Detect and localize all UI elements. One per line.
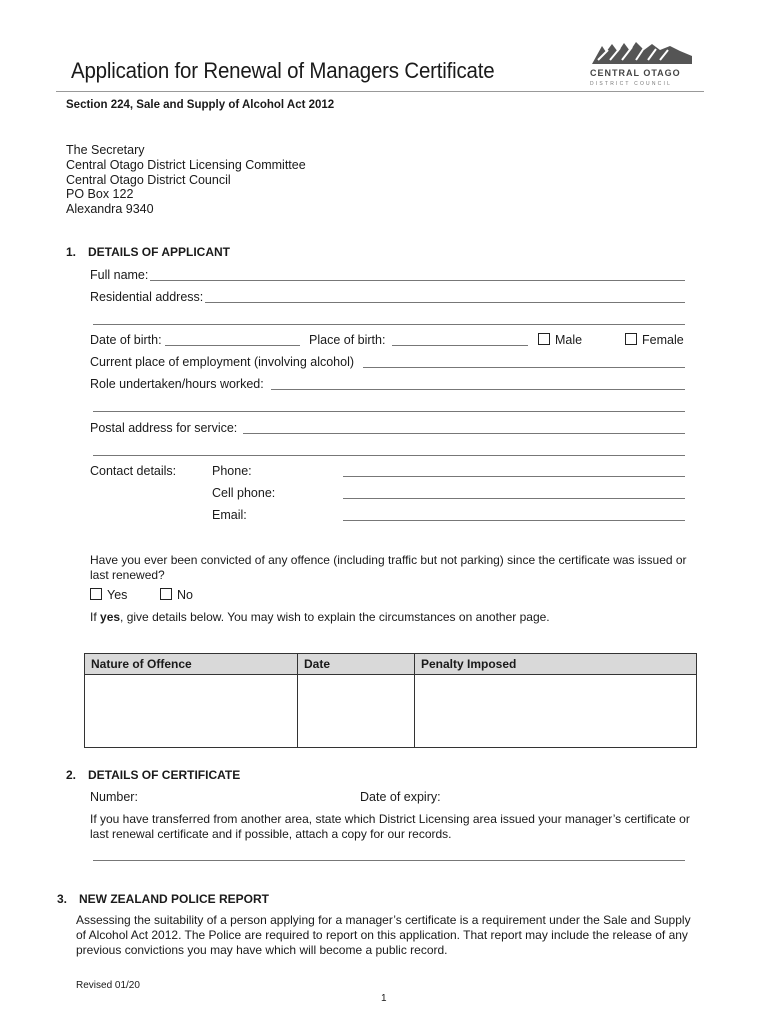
certificate-number-label: Number: bbox=[90, 790, 138, 804]
role-field-2[interactable] bbox=[93, 411, 685, 412]
postal-address-label: Postal address for service: bbox=[90, 421, 238, 435]
residential-address-field[interactable] bbox=[205, 302, 685, 303]
council-logo bbox=[588, 38, 696, 96]
yes-option[interactable] bbox=[90, 588, 127, 602]
penalty-cell[interactable] bbox=[415, 675, 697, 748]
yes-checkbox[interactable] bbox=[90, 588, 102, 600]
section-reference: Section 224, Sale and Supply of Alcohol Act 2012 bbox=[66, 99, 335, 111]
female-option[interactable] bbox=[625, 333, 684, 347]
recipient-address bbox=[66, 143, 306, 217]
full-name-field[interactable] bbox=[150, 280, 685, 281]
transfer-field[interactable] bbox=[93, 860, 685, 861]
address-line: PO Box 122 bbox=[66, 187, 134, 202]
conviction-question: Have you ever been convicted of any offence (including traffic but not parking) since the certificate was issued or last renewed? bbox=[90, 553, 687, 582]
if-yes-suffix: , give details below. You may wish to explain the circumstances on another page. bbox=[120, 610, 550, 624]
offence-header: Nature of Offence bbox=[85, 654, 298, 675]
transfer-instruction: If you have transferred from another area, state which District Licensing area issued your manager’s certificate or last renewal certificate and if possible, attach a copy for our records. bbox=[90, 812, 690, 841]
cell-phone-field[interactable] bbox=[343, 498, 685, 499]
female-checkbox[interactable] bbox=[625, 333, 637, 345]
role-label: Role undertaken/hours worked: bbox=[90, 377, 264, 391]
residential-address-label: Residential address: bbox=[90, 290, 204, 304]
address-line: The Secretary bbox=[66, 143, 145, 157]
no-option[interactable] bbox=[160, 588, 193, 602]
revision-note: Revised 01/20 bbox=[76, 980, 140, 991]
date-header: Date bbox=[298, 654, 415, 675]
male-label: Male bbox=[555, 333, 583, 347]
if-yes-emphasis: yes bbox=[100, 610, 121, 624]
page-number: 1 bbox=[381, 993, 387, 1004]
if-yes-prefix: If bbox=[90, 610, 101, 624]
section-3-heading: 3. NEW ZEALAND POLICE REPORT bbox=[57, 892, 270, 906]
address-line: Central Otago District Council bbox=[66, 172, 231, 187]
page-title: Application for Renewal of Managers Certificate bbox=[71, 58, 495, 83]
address-line: Central Otago District Licensing Committee bbox=[66, 157, 306, 172]
no-checkbox[interactable] bbox=[160, 588, 172, 600]
postal-address-field[interactable] bbox=[243, 433, 685, 434]
pob-label: Place of birth: bbox=[309, 333, 386, 347]
full-name-label: Full name: bbox=[90, 268, 149, 282]
cell-phone-label: Cell phone: bbox=[212, 486, 276, 500]
phone-label: Phone: bbox=[212, 464, 252, 478]
offence-table bbox=[84, 653, 697, 748]
male-option[interactable] bbox=[538, 333, 582, 347]
employment-label: Current place of employment (involving alcohol) bbox=[90, 355, 355, 369]
section-2-heading: 2. DETAILS OF CERTIFICATE bbox=[66, 768, 241, 782]
police-report-text: Assessing the suitability of a person applying for a manager’s certificate is a requirement under the Sale and Supply of Alcohol Act 2012. The Police are required to report on this application. That report may include the release of any previous convictions you may have which will become a public record. bbox=[76, 913, 691, 957]
logo-subtext: DISTRICT COUNCIL bbox=[590, 81, 673, 87]
offence-cell[interactable] bbox=[85, 675, 298, 748]
penalty-header: Penalty Imposed bbox=[415, 654, 697, 675]
phone-field[interactable] bbox=[343, 476, 685, 477]
male-checkbox[interactable] bbox=[538, 333, 550, 345]
section-1-heading: 1. DETAILS OF APPLICANT bbox=[66, 245, 231, 259]
employment-field[interactable] bbox=[363, 367, 685, 368]
date-cell[interactable] bbox=[298, 675, 415, 748]
expiry-label: Date of expiry: bbox=[360, 790, 441, 804]
pob-field[interactable] bbox=[392, 345, 528, 346]
address-line: Alexandra 9340 bbox=[66, 202, 154, 217]
no-label: No bbox=[177, 588, 193, 602]
female-label: Female bbox=[642, 333, 684, 347]
email-label: Email: bbox=[212, 508, 247, 522]
role-field[interactable] bbox=[271, 389, 685, 390]
postal-address-field-2[interactable] bbox=[93, 455, 685, 456]
mountains-icon bbox=[588, 38, 696, 96]
yes-label: Yes bbox=[107, 588, 128, 602]
dob-field[interactable] bbox=[165, 345, 300, 346]
residential-address-field-2[interactable] bbox=[93, 324, 685, 325]
contact-details-label: Contact details: bbox=[90, 464, 177, 478]
if-yes-instruction bbox=[90, 610, 550, 624]
email-field[interactable] bbox=[343, 520, 685, 521]
logo-text: CENTRAL OTAGO bbox=[590, 68, 681, 78]
dob-label: Date of birth: bbox=[90, 333, 162, 347]
